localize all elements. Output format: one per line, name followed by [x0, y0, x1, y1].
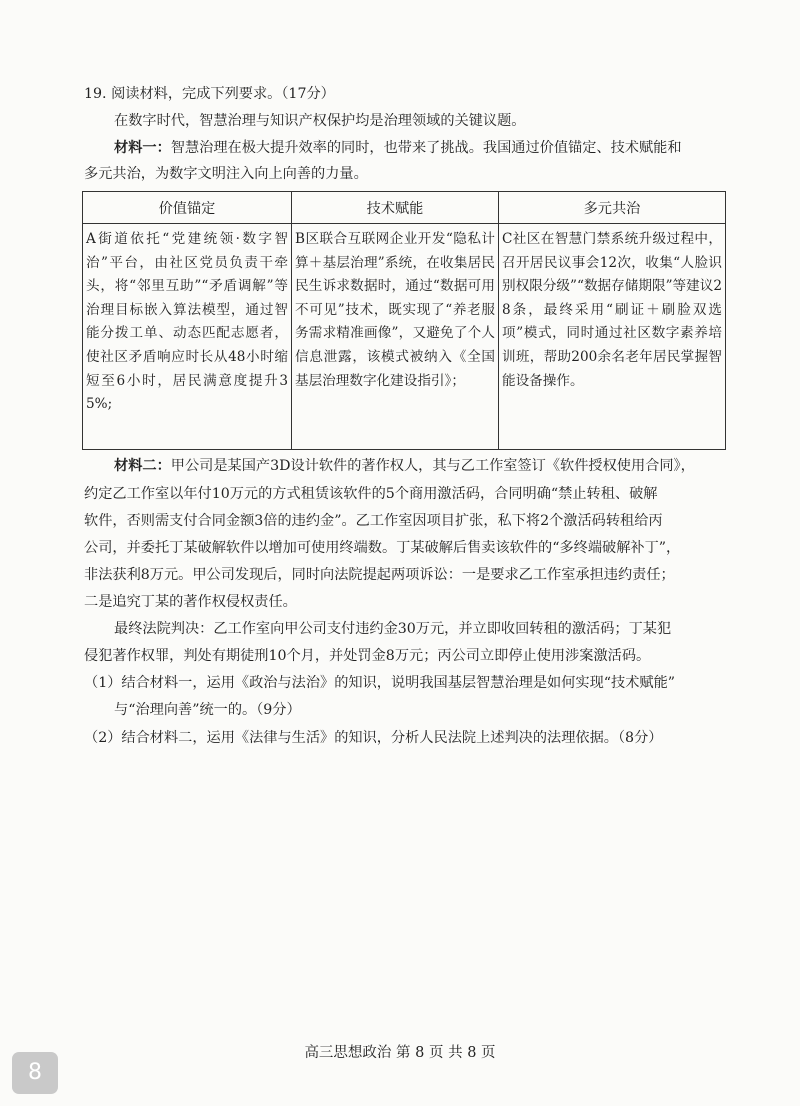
question-title: 19. 阅读材料，完成下列要求。（17分） [84, 86, 335, 102]
material1-table [82, 191, 726, 450]
table-header: 多元共治 [499, 192, 726, 224]
verdict-line2: 侵犯著作权罪，判处有期徒刑10个月，并处罚金8万元；丙公司立即停止使用涉案激活码。 [84, 648, 651, 664]
sub-question-1-line2: 与“治理向善”统一的。（9分） [114, 702, 301, 718]
table-row [83, 224, 726, 450]
page-number-badge[interactable]: 8 [12, 1052, 58, 1094]
page-footer: 高三思想政治 第 8 页 共 8 页 [304, 1045, 496, 1061]
verdict-line1: 最终法院判决：乙工作室向甲公司支付违约金30万元，并立即收回转租的激活码；丁某犯 [114, 621, 672, 637]
material1-text-1: 智慧治理在极大提升效率的同时，也带来了挑战。我国通过价值锚定、技术赋能和 [170, 140, 682, 156]
material2-line2: 约定乙工作室以年付10万元的方式租赁该软件的5个商用激活码，合同明确“禁止转租、破解 [84, 486, 658, 502]
material2-line5: 非法获利8万元。甲公司发现后，同时向法院提起两项诉讼：一是要求乙工作室承担违约责任； [84, 567, 675, 583]
table-header: 价值锚定 [83, 192, 292, 224]
material2-line1 [114, 456, 695, 476]
material1-line1 [114, 138, 682, 158]
table-header-row [83, 192, 726, 224]
material2-line4: 公司，并委托丁某破解软件以增加可使用终端数。丁某破解后售卖该软件的“多终端破解补丁”， [84, 540, 681, 556]
table-cell-tech-empowerment: B区联合互联网企业开发“隐私计算＋基层治理”系统，在收集居民民生诉求数据时，通过“数据可用不可见”技术，既实现了“养老服务需求精准画像”，又避免了个人信息泄露，该模式被纳入《全国基层治理数字化建设指引》； [292, 224, 499, 450]
material1-line2: 多元共治，为数字文明注入向上向善的力量。 [84, 166, 368, 182]
material2-label: 材料二： [114, 458, 171, 474]
material2-text-1: 甲公司是某国产3D设计软件的著作权人，其与乙工作室签订《软件授权使用合同》， [170, 458, 695, 474]
material1-label: 材料一： [114, 140, 171, 156]
material2-line3: 软件，否则需支付合同金额3倍的违约金”。乙工作室因项目扩张，私下将2个激活码转租给丙 [84, 513, 663, 529]
question-intro: 在数字时代，智慧治理与知识产权保护均是治理领域的关键议题。 [114, 113, 526, 129]
table-cell-multi-governance: C社区在智慧门禁系统升级过程中，召开居民议事会12次，收集“人脸识别权限分级”“数据存储期限”等建议28条，最终采用“刷证＋刷脸双选项”模式，同时通过社区数字素养培训班，帮助200余名老年居民掌握智能设备操作。 [499, 224, 726, 450]
material2-line6: 二是追究丁某的著作权侵权责任。 [84, 594, 297, 610]
table-header: 技术赋能 [292, 192, 499, 224]
sub-question-1-line1: （1）结合材料一，运用《政治与法治》的知识，说明我国基层智慧治理是如何实现“技术赋能” [84, 675, 676, 691]
table-cell-value-anchoring: A街道依托“党建统领·数字智治”平台，由社区党员负责干牵头，将“邻里互助”“矛盾调解”等治理目标嵌入算法模型，通过智能分拨工单、动态匹配志愿者，使社区矛盾响应时长从48小时缩短至6小时，居民满意度提升35%; [83, 224, 292, 450]
sub-question-2: （2）结合材料二，运用《法律与生活》的知识，分析人民法院上述判决的法理依据。（8分） [84, 730, 663, 746]
